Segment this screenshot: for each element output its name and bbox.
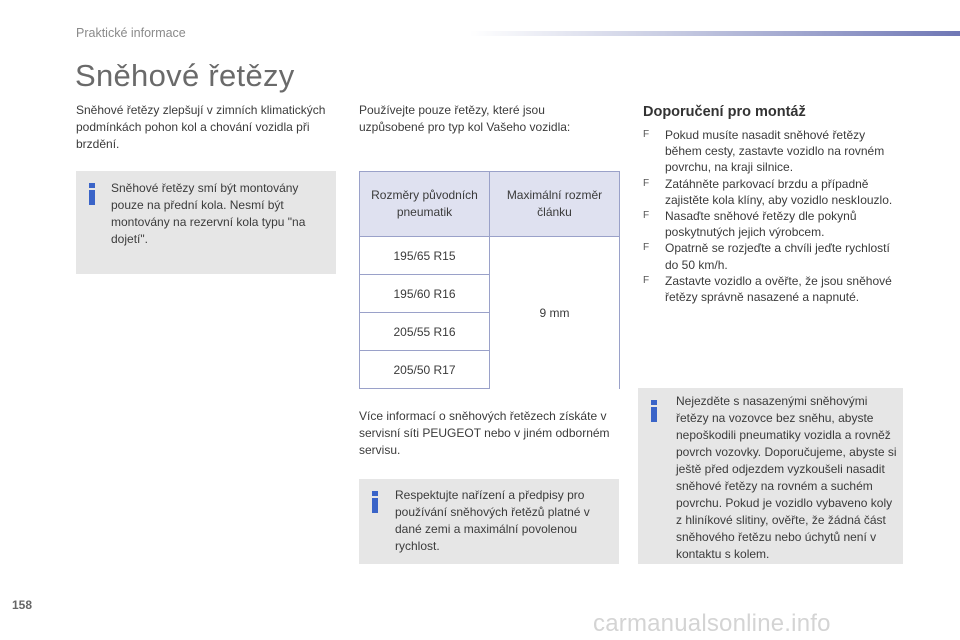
- front-wheels-note: [76, 171, 336, 274]
- section-label: Praktické informace: [76, 26, 186, 40]
- info-icon: [650, 400, 659, 422]
- header-bar: [470, 31, 960, 36]
- more-info-paragraph: Více informací o sněhových řetězech získáte v servisní síti PEUGEOT nebo v jiném odborném servisu.: [359, 409, 610, 457]
- tire-size-cell: 205/55 R16: [360, 313, 490, 351]
- intro-paragraph: Sněhové řetězy zlepšují v zimních klimatických podmínkách pohon kol a chování vozidla při brzdění.: [76, 103, 326, 151]
- list-item: F Zastavte vozidlo a ověřte, že jsou sněhové řetězy správně nasazené a napnuté.: [643, 273, 892, 305]
- list-item: F Zatáhněte parkovací brzdu a případně zajistěte kola klíny, aby vozidlo neskIouzlo.: [643, 176, 893, 207]
- list-item: F Opatrně se rozjeďte a chvíli jeďte rychlostí do 50 km/h.: [643, 241, 890, 272]
- bullet-icon: F: [643, 242, 650, 254]
- note-text: Sněhové řetězy smí být montovány pouze na přední kola. Nesmí být montovány na rezervní kola typu "na dojetí".: [111, 181, 306, 246]
- tips-title: Doporučení pro montáž: [643, 104, 806, 120]
- tire-size-cell: 195/65 R15: [360, 237, 490, 275]
- usage-paragraph: Používejte pouze řetězy, které jsou uzpůsobené pro typ kol Vašeho vozidla:: [359, 103, 571, 134]
- tire-size-table: [359, 171, 620, 381]
- table-row: [360, 237, 620, 275]
- list-item: F Pokud musíte nasadit sněhové řetězy během cesty, zastavte vozidlo na rovném povrchu, na kraji silnice.: [643, 128, 885, 175]
- bullet-icon: F: [643, 274, 650, 286]
- bullet-icon: F: [643, 177, 650, 189]
- tire-size-cell: 195/60 R16: [360, 275, 490, 313]
- info-icon: [371, 491, 380, 513]
- link-size-cell: 9 mm: [490, 237, 620, 389]
- table-header-link-size: Maximální rozměr článku: [490, 172, 620, 237]
- note-text: Respektujte nařízení a předpisy pro používání sněhových řetězů platné v dané zemi a maximální povolenou rychlost.: [395, 488, 590, 553]
- watermark: carmanualsonline.info: [593, 610, 831, 637]
- page-number: 158: [12, 598, 33, 612]
- table-header-tire-size: Rozměry původních pneumatik: [360, 172, 490, 237]
- page-title: Sněhové řetězy: [75, 58, 295, 93]
- info-icon: [88, 183, 97, 205]
- no-snow-warning-note: [638, 388, 903, 564]
- bullet-icon: F: [643, 129, 650, 140]
- list-item: F Nasaďte sněhové řetězy dle pokynů poskytnutých jejich výrobcem.: [643, 209, 857, 240]
- bullet-icon: F: [643, 210, 650, 222]
- regulations-note: [359, 479, 619, 564]
- tire-size-cell: 205/50 R17: [360, 351, 490, 389]
- mounting-tips-list: [643, 127, 905, 305]
- note-text: Nejezděte s nasazenými sněhovými řetězy na vozovce bez sněhu, abyste nepoškodili pneumatiky vozidla a rovněž povrch vozovky. Doporučujeme, abyste si ještě před odjezdem vyzkoušeli nasadit sněhové řetězy na rovném a suchém povrchu. Pokud je vozidlo vybaveno koly z hliníkové slitiny, ověřte, že žádná část sněhového řetězu nebo úchytů není v kontaktu s kolem.: [676, 394, 897, 561]
